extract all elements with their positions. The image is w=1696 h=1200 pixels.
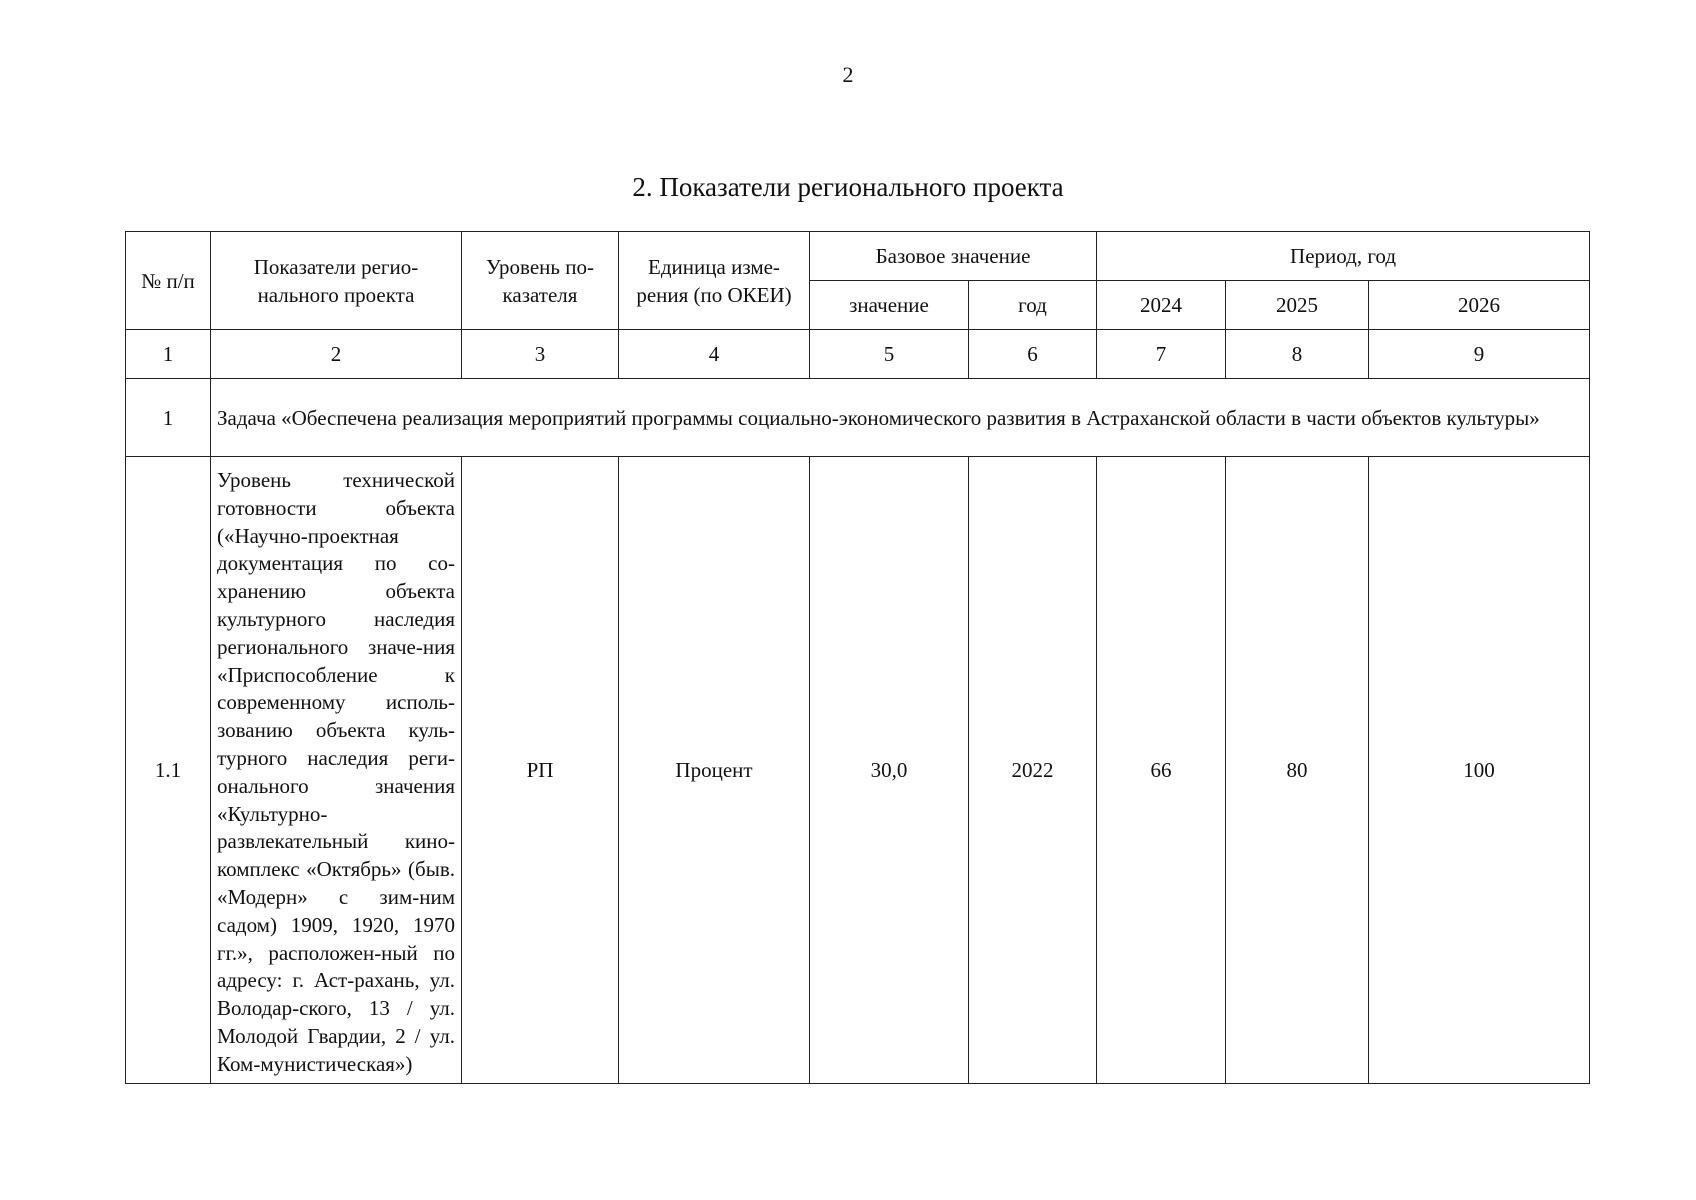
- header-period-group: Период, год: [1097, 232, 1590, 281]
- task-text: Задача «Обеспечена реализация мероприятий программы социально-экономического развития в Астраханской области в части объектов культуры»: [211, 379, 1590, 457]
- row-value-2026: 100: [1369, 457, 1590, 1084]
- row-num: 1.1: [126, 457, 211, 1084]
- header-year-2024: 2024: [1097, 281, 1226, 330]
- header-year-2025: 2025: [1226, 281, 1369, 330]
- row-value-2024: 66: [1097, 457, 1226, 1084]
- header-year-2026: 2026: [1369, 281, 1590, 330]
- column-number: 9: [1369, 330, 1590, 379]
- column-number: 3: [462, 330, 619, 379]
- header-indicator: Показатели регио-нального проекта: [211, 232, 462, 330]
- indicators-table: [125, 231, 1590, 1084]
- row-value-2025: 80: [1226, 457, 1369, 1084]
- table-row: [126, 457, 1590, 1084]
- column-number-row: [126, 330, 1590, 379]
- header-base-year: год: [969, 281, 1097, 330]
- header-row-top: [126, 232, 1590, 281]
- column-number: 7: [1097, 330, 1226, 379]
- header-num: № п/п: [126, 232, 211, 330]
- column-number: 4: [619, 330, 810, 379]
- header-base-group: Базовое значение: [810, 232, 1097, 281]
- column-number: 1: [126, 330, 211, 379]
- column-number: 2: [211, 330, 462, 379]
- column-number: 6: [969, 330, 1097, 379]
- row-base-value: 30,0: [810, 457, 969, 1084]
- page-number: 2: [842, 62, 854, 87]
- row-unit: Процент: [619, 457, 810, 1084]
- row-indicator: Уровень технической готовности объекта («Научно-проектная документация по со-хранению объекта культурного наследия регионального значе-ния «Приспособление к современному исполь-зованию объекта куль-турного наследия реги-онального значения «Культурно-развлекательный кино-комплекс «Октябрь» (быв. «Модерн» с зим-ним садом) 1909, 1920, 1970 гг.», расположен-ный по адресу: г. Аст-рахань, ул. Володар-ского, 13 / ул. Молодой Гвардии, 2 / ул. Ком-мунистическая»): [211, 457, 462, 1084]
- column-number: 5: [810, 330, 969, 379]
- column-number: 8: [1226, 330, 1369, 379]
- header-level: Уровень по-казателя: [462, 232, 619, 330]
- row-level: РП: [462, 457, 619, 1084]
- header-base-value: значение: [810, 281, 969, 330]
- header-unit: Единица изме-рения (по ОКЕИ): [619, 232, 810, 330]
- task-row: [126, 379, 1590, 457]
- section-title: 2. Показатели регионального проекта: [632, 172, 1064, 202]
- row-base-year: 2022: [969, 457, 1097, 1084]
- task-num: 1: [126, 379, 211, 457]
